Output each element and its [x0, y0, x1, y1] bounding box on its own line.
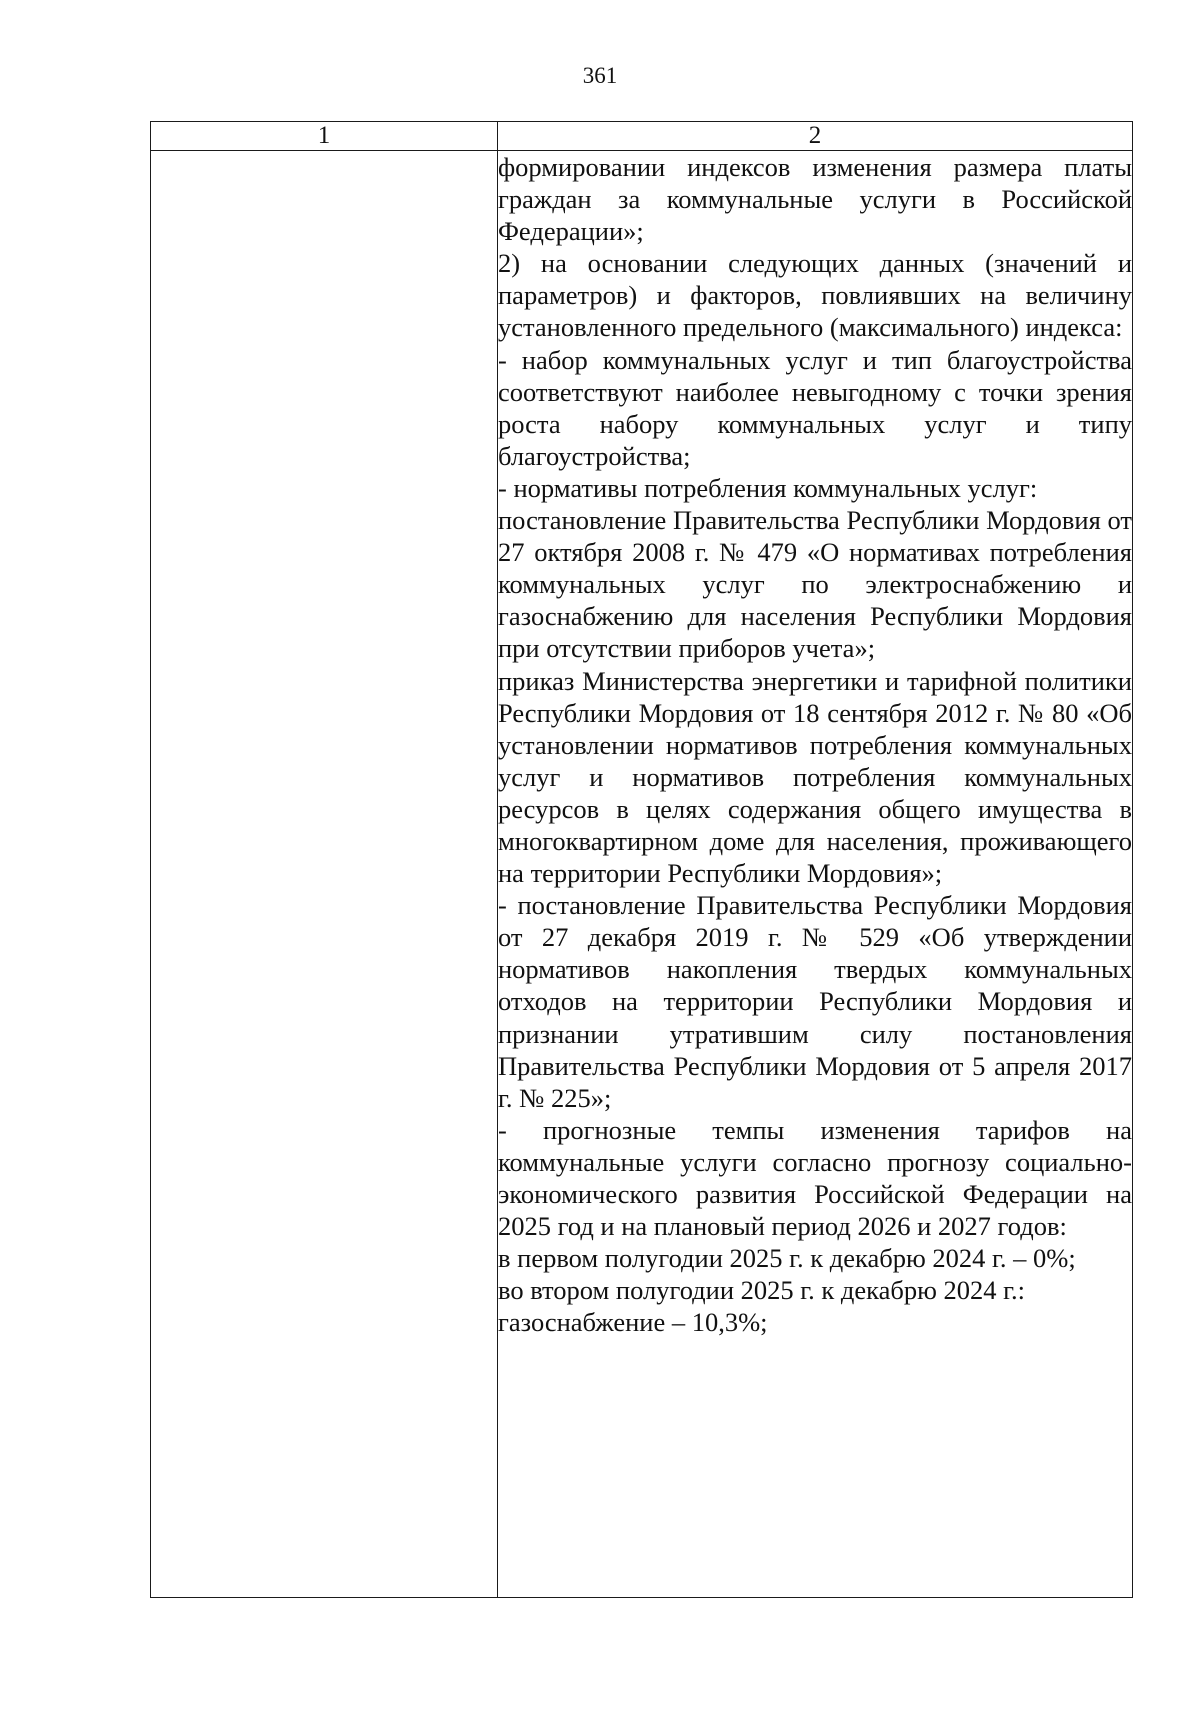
page-number: 361 [582, 63, 618, 88]
column-header-2: 2 [498, 122, 1133, 151]
table-row [151, 151, 1133, 1598]
paragraph: приказ Министерства энергетики и тарифной политики Республики Мордовия от 18 сентября 2012 г. № 80 «Об установлении нормативов потребления коммунальных услуг и нормативов потребления коммунальных ресурсов в целях содержания общего имущества в многоквартирном доме для населения, проживающего на территории Республики Мордовия»; [498, 665, 1132, 889]
text-cell [498, 151, 1133, 1598]
paragraph: - прогнозные темпы изменения тарифов на коммунальные услуги согласно прогнозу социально-экономического развития Российской Федерации на 2025 год и на плановый период 2026 и 2027 годов: [498, 1114, 1132, 1242]
left-empty-cell [151, 151, 498, 1598]
column-header-1: 1 [151, 122, 498, 151]
paragraph: 2) на основании следующих данных (значений и параметров) и факторов, повлиявших на величину установленного предельного (максимального) индекса: [498, 248, 1132, 343]
paragraph: - набор коммунальных услуг и тип благоустройства соответствуют наиболее невыгодному с точки зрения роста набору коммунальных услуг и типу благоустройства; [498, 344, 1132, 471]
paragraph: формировании индексов изменения размера платы граждан за коммунальные услуги в Российской Федерации»; [498, 152, 1132, 247]
paragraph: постановление Правительства Республики Мордовия от 27 октября 2008 г. № 479 «О нормативах потребления коммунальных услуг по электроснабжению и газоснабжению для населения Республики Мордовия при отсутствии приборов учета»; [498, 505, 1132, 664]
table-header-row [151, 122, 1133, 151]
document-table [150, 121, 1133, 1598]
paragraph: - нормативы потребления коммунальных услуг: [498, 472, 1038, 503]
paragraph: в первом полугодии 2025 г. к декабрю 2024 г. – 0%; [498, 1243, 1076, 1274]
paragraph: во втором полугодии 2025 г. к декабрю 2024 г.: [498, 1275, 1026, 1306]
paragraph: газоснабжение – 10,3%; [498, 1307, 768, 1338]
paragraph: - постановление Правительства Республики Мордовия от 27 декабря 2019 г. № 529 «Об утверждении нормативов накопления твердых коммунальных отходов на территории Республики Мордовия и признании утратившим силу постановления Правительства Республики Мордовия от 5 апреля 2017 г. № 225»; [498, 890, 1132, 1113]
